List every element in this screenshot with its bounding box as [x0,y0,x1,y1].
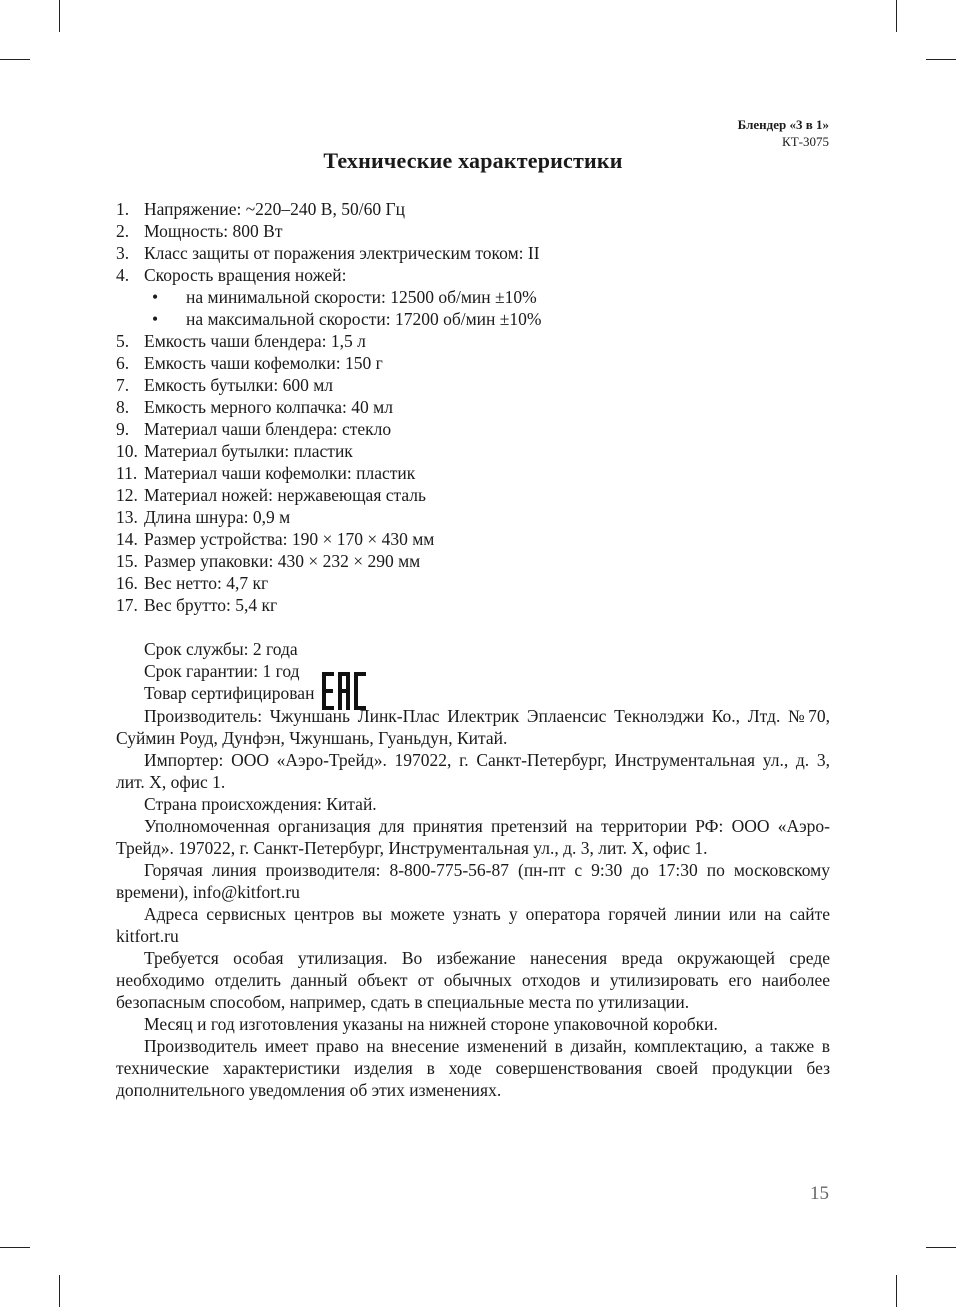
item-number: 4. [116,265,130,285]
spec-text: Скорость вращения ножей: [144,265,347,285]
crop-mark [896,0,897,32]
item-number: 9. [116,419,130,439]
spec-item [116,330,541,352]
spec-text: Емкость мерного колпачка: 40 мл [144,397,393,417]
spec-text: Вес нетто: 4,7 кг [144,573,269,593]
crop-mark [896,1275,897,1307]
spec-text: на минимальной скорости: 12500 об/мин ±10% [186,287,537,307]
spec-text: Размер упаковки: 430 × 232 × 290 мм [144,551,421,571]
item-number: 13. [116,507,138,527]
spec-list [116,198,541,616]
item-number: 5. [116,331,130,351]
spec-text: Материал чаши блендера: стекло [144,419,392,439]
spec-text: Емкость чаши кофемолки: 150 г [144,353,383,373]
item-number: 3. [116,243,130,263]
spec-item [116,242,541,264]
origin-paragraph: Страна происхождения: Китай. [144,794,377,814]
spec-item [116,594,541,616]
spec-item [116,220,541,242]
warranty-block [144,638,366,704]
spec-sub-item [116,286,541,308]
item-number: 8. [116,397,130,417]
item-number: 12. [116,485,138,505]
warranty-term: Срок гарантии: 1 год [144,661,300,681]
service-life: Срок службы: 2 года [144,639,298,659]
spec-text: Напряжение: ~220–240 В, 50/60 Гц [144,199,405,219]
spec-item [116,550,541,572]
spec-text: Материал ножей: нержавеющая сталь [144,485,427,505]
item-number: 15. [116,551,138,571]
spec-item [116,462,541,484]
spec-item [116,440,541,462]
crop-mark [0,59,30,60]
item-number: 2. [116,221,130,241]
spec-text: Класс защиты от поражения электрическим током: II [144,243,540,263]
model-number: КТ-3075 [782,134,829,149]
certified-label: Товар сертифицирован [144,683,315,703]
manufacture-date-paragraph: Месяц и год изготовления указаны на нижней стороне упаковочной коробки. [144,1014,718,1034]
item-number: 7. [116,375,130,395]
crop-mark [0,1247,30,1248]
spec-text: Материал чаши кофемолки: пластик [144,463,416,483]
bullet-marker: • [152,309,159,329]
spec-sub-item [116,308,541,330]
changes-paragraph: Производитель имеет право на внесение изменений в дизайн, комплектацию, а также в технические характеристики изделия в ходе совершенствования своей продукции без дополнительного уведомления об этих изменениях. [116,1036,830,1100]
item-number: 10. [116,441,138,461]
spec-item [116,528,541,550]
authorized-paragraph: Уполномоченная организация для принятия претензий на территории РФ: ООО «Аэро-Трейд». 197022, г. Санкт-Петербург, Инструментальная ул., д. 3, лит. Х, офис 1. [116,816,830,858]
disposal-paragraph: Требуется особая утилизация. Во избежание нанесения вреда окружающей среде необходимо отделить данный объект от обычных отходов и утилизировать его наиболее безопасным способом, например, сдать в специальные места по утилизации. [116,948,830,1012]
crop-mark [59,0,60,32]
page-title: Технические характеристики [323,148,623,173]
spec-item [116,374,541,396]
spec-text: Вес брутто: 5,4 кг [144,595,278,615]
item-number: 1. [116,199,130,219]
spec-text: Размер устройства: 190 × 170 × 430 мм [144,529,435,549]
item-number: 14. [116,529,138,549]
spec-item [116,484,541,506]
service-centers-paragraph: Адреса сервисных центров вы можете узнать у оператора горячей линии или на сайте kitfort.ru [116,904,830,946]
spec-item [116,506,541,528]
spec-item [116,352,541,374]
spec-text: Емкость бутылки: 600 мл [144,375,333,395]
spec-item [116,198,541,220]
bullet-marker: • [152,287,159,307]
certification [144,682,366,704]
spec-item [116,396,541,418]
spec-text: Длина шнура: 0,9 м [144,507,291,527]
item-number: 16. [116,573,138,593]
importer-paragraph: Импортер: ООО «Аэро-Трейд». 197022, г. Санкт-Петербург, Инструментальная ул., д. 3, лит. Х, офис 1. [116,750,830,792]
item-number: 6. [116,353,130,373]
crop-mark [926,1247,956,1248]
manufacturer-paragraph: Производитель: Чжуншань Линк-Плас Илектрик Эплаенсис Текнолэджи Ко., Лтд. №70, Суймин Роуд, Дунфэн, Чжуншань, Гуаньдун, Китай. [116,706,830,748]
running-header [738,116,829,150]
spec-item [116,572,541,594]
item-number: 17. [116,595,138,615]
spec-text: Материал бутылки: пластик [144,441,353,461]
spec-text: Мощность: 800 Вт [144,221,283,241]
product-name: Блендер «3 в 1» [737,117,829,132]
page-number: 15 [810,1183,829,1204]
item-number: 11. [116,463,138,483]
spec-text: на максимальной скорости: 17200 об/мин ±10% [186,309,542,329]
crop-mark [59,1275,60,1307]
spec-item [116,418,541,440]
spec-text: Емкость чаши блендера: 1,5 л [144,331,366,351]
crop-mark [926,59,956,60]
spec-item [116,264,541,286]
hotline-paragraph: Горячая линия производителя: 8-800-775-56-87 (пн-пт с 9:30 до 17:30 по московскому времени), info@kitfort.ru [116,860,830,902]
